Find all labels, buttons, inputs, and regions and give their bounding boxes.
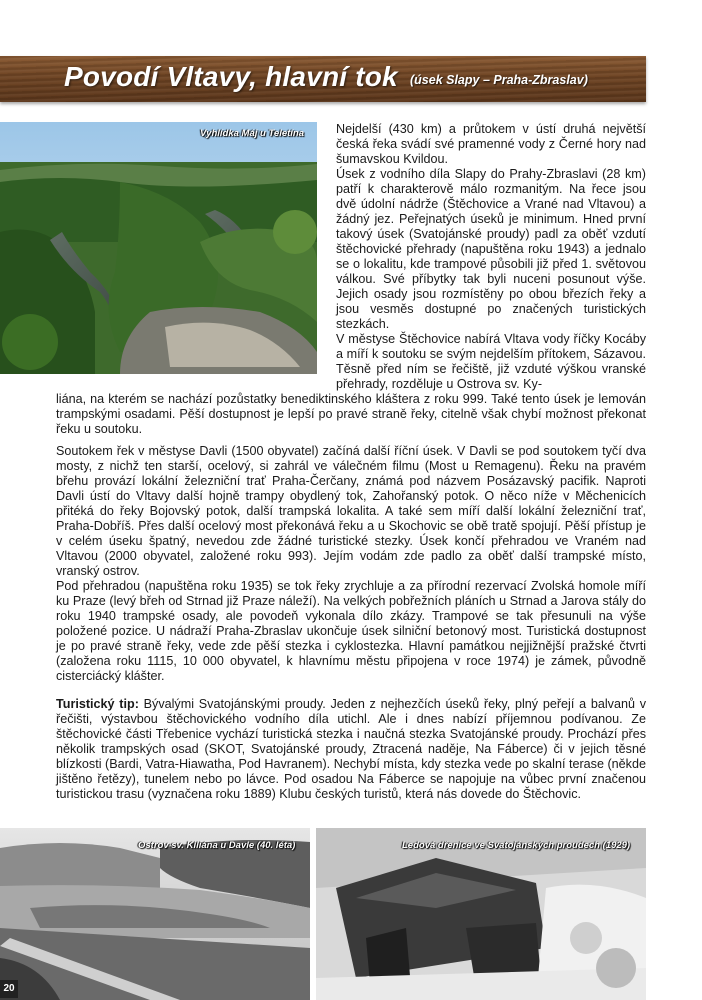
- paragraph-continuation: liána, na kterém se nachází pozůstatky benediktinského kláštera z roku 999. Také tento úsek je lemován trampskými osadami. Pěší dostupnost je lepší po pravé straně řeky, citelně však chybí možnost překonat řeku u soutoku.: [56, 392, 646, 436]
- tourist-tip: [56, 697, 646, 802]
- paragraph: Nejdelší (430 km) a průtokem v ústí druhá největší česká řeka svádí své pramenné vody z Černé hory nad šumavskou Kvildou.: [336, 122, 646, 166]
- photo-caption: Ostrov sv. Kiliána u Davle (40. léta): [138, 840, 296, 851]
- historic-island-image: [0, 828, 310, 1000]
- paragraph: Pod přehradou (napuštěna roku 1935) se tok řeky zrychluje a za přírodní rezervací Zvolská homole míří ku Praze (levý břeh od Strnad již Praze náleží). Na velkých pobřežních pláních u Strnad a Jarova stály do roku 1940 trampské osady, ale povodeň vykonala dílo zkázy. Trampové se tak přesunuli na výše položené pozice. U nádraží Praha-Zbraslav ukončuje úsek silniční betonový most. Turistická dostupnost je po pravé straně řeky, vede zde pěší stezka i cyklostezka. Hlavní památkou nejjižnější pražské čtvrti (založena roku 1115, 10 000 obyvatel, k hlavnímu městu připojena v roce 1974) je zámek, původně cisterciácký klášter.: [56, 579, 646, 683]
- river-valley-image: [0, 122, 317, 374]
- photo-caption: Ledová dřenice ve Svatojánských proudech (1929): [402, 840, 631, 851]
- header-banner: [0, 56, 646, 102]
- photo-ostrov-kiliana: [0, 828, 310, 1000]
- paragraph: V městyse Štěchovice nabírá Vltava vody říčky Kocáby a míří k soutoku se svým nejdelším přítokem, Sázavou. Těsně před ním se řečiště, již vzduté výškou vranské přehrady, rozděluje u Ostrova sv. Ky-: [336, 332, 646, 391]
- page-number: 20: [0, 980, 18, 998]
- photo-vyhlidka-maj: [0, 122, 317, 374]
- right-column-text: [336, 122, 646, 392]
- tip-label: Turistický tip:: [56, 697, 139, 711]
- paragraph: Soutokem řek v městyse Davli (1500 obyvatel) začíná další říční úsek. V Davli se pod soutokem tyčí dva mosty, z nichž ten starší, ocelový, si zahrál ve válečném filmu (Most u Remagenu). Řeku na pravém břehu provází lokální železniční trať Praha-Čerčany, známá pod názvem Posázavský pacifik. Naproti Davli ústí do Vltavy další hojně trampy obydlený tok, Zahořanský potok. O něco níže v Měchenicích přitéká do řeky Bojovský potok, další trampská lokalita. A také sem míří další lokální železniční trať, Praha-Dobříš. Přes další ocelový most překonává řeku a u Skochovic se obě tratě spojují. Pěší přístup je v celém úseku špatný, nevedou zde žádné turistické stezky. Úsek končí přehradou ve Vraném nad Vltavou (2000 obyvatel, založené roku 993). Jejím vodám zde padlo za oběť další trampské místo, vranský ostrov.: [56, 444, 646, 578]
- tip-body: Bývalými Svatojánskými proudy. Jeden z nejhezčích úseků řeky, plný peřejí a balvanů v řečišti, výstavbou štěchovického vodního díla utichl. Ale i dnes nabízí příjemnou podívanou. Ze štěchovické části Třebenice vychází turistická stezka i naučná stezka Svatojánské proudy. Prochází přes několik trampských osad (SKOT, Svatojánské proudy, Ztracená naděje, Na Fáberce) či v jejich těsné blízkosti (Bardi, Vatra-Hiawatha, Pod Havranem). Nechybí místa, kdy stezka vede po skalní terase (někde jištěno řetězy), tunelem nebo po lávce. Pod osadou Na Fáberce se napojuje na vůbec první značenou turistickou trasu (vyznačena roku 1889) Klubu českých turistů, která nás dovede do Štěchovic.: [56, 697, 646, 801]
- photo-ledova-drenice: [316, 828, 646, 1000]
- paragraph: Úsek z vodního díla Slapy do Prahy-Zbraslavi (28 km) patří k charakterově málo rozmanitým. Na řece jsou dvě údolní nádrže (Štěchovice a Vrané nad Vltavou) a žádný jez. Peřejnatých úseků je minimum. Hned první takový úsek (Svatojánské proudy) padl za oběť vzdutí štěchovické přehrady (napuštěna roku 1943) a jednalo se o lokalitu, kde trampové působili již před 1. světovou válkou. Své příbytky tak byli nuceni posunout výše. Jejich osady jsou rozmístěny po obou březích řeky a jsou vesměs dostupné po značených turistických stezkách.: [336, 167, 646, 331]
- page-title: Povodí Vltavy, hlavní tok: [64, 61, 398, 92]
- historic-ice-jam-image: [316, 828, 646, 1000]
- photo-caption: Vyhlídka Máj u Teletína: [200, 128, 305, 139]
- page-subtitle: (úsek Slapy – Praha-Zbraslav): [410, 73, 588, 87]
